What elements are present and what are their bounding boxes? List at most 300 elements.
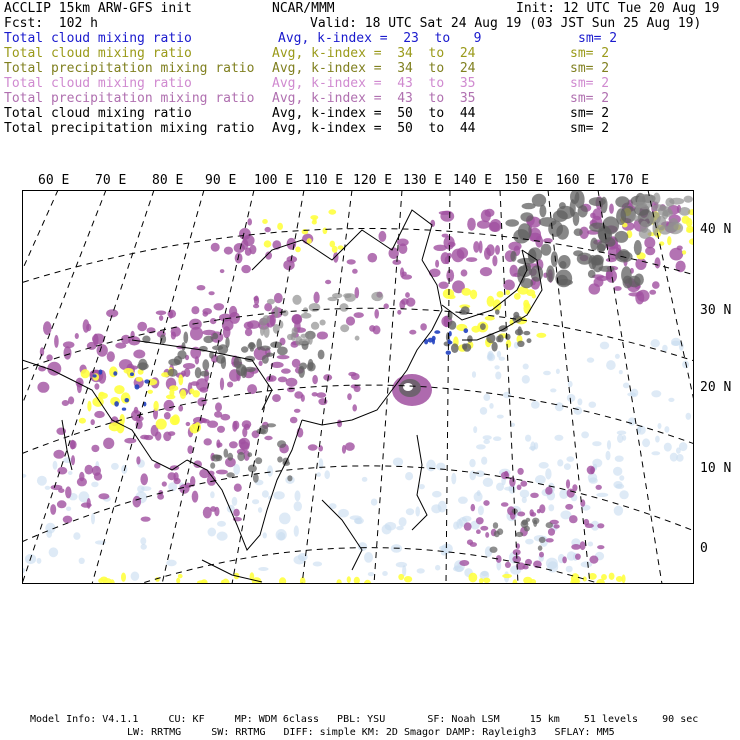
cloud-blob [597,545,604,549]
lon-label: 170 E [610,173,650,188]
lon-label: 140 E [453,173,493,188]
cloud-blob [299,363,307,370]
cloud-blob [137,485,145,492]
cloud-blob [215,402,222,411]
cloud-blob [191,306,199,314]
cloud-blob [597,244,606,253]
cloud-blob [483,578,490,583]
cloud-blob [318,350,325,360]
cloud-blob [614,506,623,516]
cloud-blob [283,260,294,270]
cloud-blob [546,265,555,282]
cloud-blob [476,470,485,477]
cloud-blob [125,398,130,402]
cloud-blob [399,517,407,527]
cloud-blob [195,367,202,378]
cloud-blob [71,455,75,465]
cloud-blob [539,205,546,218]
field-name: Total precipitation mixing ratio [4,121,255,136]
cloud-blob [569,515,578,523]
cloud-blob [506,340,511,348]
cloud-blob [301,394,305,402]
cloud-blob [621,206,636,223]
cloud-blob [166,560,177,567]
field-smoothing: sm= 2 [570,121,610,136]
cloud-blob [553,210,568,222]
cloud-blob [539,537,546,543]
field-smoothing: sm= 2 [570,91,610,106]
cloud-blob [493,436,501,441]
cloud-blob [202,419,209,423]
cloud-blob [492,342,498,352]
cloud-blob [190,327,203,341]
cloud-blob [545,487,552,495]
cloud-blob [73,532,80,540]
cloud-blob [464,328,469,333]
cloud-blob [613,481,622,488]
cloud-blob [290,417,298,424]
cloud-blob [324,470,330,479]
cloud-blob [556,369,560,374]
field-k-index: Avg, k-index = 43 to 35 [272,91,476,106]
cloud-blob [396,526,404,530]
cloud-blob [294,501,302,511]
cloud-blob [168,472,176,480]
lon-label: 160 E [556,173,596,188]
cloud-blob [204,438,212,445]
init-time: Init: 12 UTC Tue 20 Aug 19 [516,1,720,16]
cloud-blob [220,378,224,391]
cloud-blob [79,558,85,564]
cloud-blob [645,247,655,256]
cloud-blob [458,497,468,504]
cloud-blob [517,485,522,491]
cloud-blob [530,493,539,498]
cloud-blob [210,462,215,468]
cloud-blob [539,462,549,469]
cloud-blob [350,515,362,520]
cloud-blob [168,369,178,377]
cloud-blob [234,243,245,253]
cloud-blob [137,362,149,369]
cloud-blob [543,371,551,376]
field-smoothing: sm= 2 [570,76,610,91]
cloud-blob [91,482,98,488]
cloud-blob [141,544,147,550]
cloud-blob [417,568,425,573]
cloud-blob [630,389,638,398]
cloud-blob [218,344,229,354]
cloud-blob [520,481,527,487]
cloud-blob [87,498,91,509]
cloud-blob [292,314,302,325]
cloud-blob [277,440,286,448]
cloud-blob [43,321,52,335]
cloud-blob [600,342,609,350]
cloud-blob [121,573,126,582]
cloud-blob [147,390,153,394]
cloud-blob [37,558,42,564]
cloud-blob [260,326,264,336]
cloud-blob [566,456,574,462]
cloud-blob [217,426,225,433]
cloud-blob [682,250,686,254]
center-label: NCAR/MMM [272,1,335,16]
cloud-blob [217,442,223,447]
cloud-blob [532,294,536,299]
cloud-blob [469,459,475,467]
field-name: Total cloud mixing ratio [4,31,192,46]
cloud-blob [210,491,215,498]
cloud-blob [287,475,292,481]
cloud-blob [137,322,147,331]
cloud-blob [227,382,233,388]
cloud-blob [183,332,188,344]
cloud-blob [57,500,67,508]
cloud-blob [538,545,543,550]
cloud-blob [83,319,90,333]
cloud-blob [323,228,328,235]
cloud-blob [556,225,569,240]
longitude-line [302,190,352,584]
cloud-blob [577,253,593,265]
cloud-blob [66,507,71,512]
cloud-blob [168,431,175,436]
map-panel [22,190,694,584]
cloud-blob [669,198,684,205]
cloud-blob [485,209,495,217]
cloud-blob [75,333,79,339]
cloud-blob [597,523,604,528]
cloud-blob [505,219,519,227]
field-k-index: Avg, k-index = 43 to 35 [272,76,476,91]
cloud-blob [258,567,268,571]
cloud-blob [317,332,328,340]
cloud-blob [224,247,233,255]
cloud-blob [229,306,237,317]
cloud-blob [178,574,183,578]
cloud-blob [192,390,200,397]
cloud-blob [640,221,648,233]
cloud-blob [99,369,103,374]
forecast-hour: Fcst: 102 h [4,16,98,31]
cloud-blob [169,385,178,391]
cloud-blob [131,572,140,581]
cloud-blob [487,296,495,307]
cloud-blob [429,269,441,278]
cloud-blob [241,346,248,352]
cloud-blob [216,455,223,461]
model-info-line2: LW: RRTMG SW: RRTMG DIFF: simple KM: 2D Smagor DAMP: Rayleigh3 SFLAY: MM5 [127,727,615,738]
cloud-blob [628,417,636,425]
cloud-blob [93,374,97,377]
cloud-blob [156,419,167,430]
cloud-blob [587,466,595,475]
cloud-blob [573,212,580,226]
cloud-blob [354,385,361,392]
cloud-blob [98,493,109,499]
cloud-blob [114,401,119,407]
cloud-blob [677,246,683,251]
cloud-blob [345,293,356,302]
cloud-blob [313,562,322,567]
cloud-blob [277,355,290,359]
cloud-blob [483,439,490,444]
cloud-blob [347,576,351,583]
cloud-blob [480,526,488,531]
cloud-blob [300,577,306,584]
cloud-blob [496,483,504,491]
cloud-blob [462,288,472,296]
cloud-blob [46,354,52,361]
cloud-blob [190,381,199,386]
cloud-blob [258,507,262,513]
cloud-blob [295,490,301,501]
cloud-blob [499,357,505,361]
cloud-blob [178,405,183,411]
cloud-blob [523,331,530,335]
cloud-blob [368,253,378,263]
cloud-blob [393,458,403,467]
cloud-blob [241,265,251,273]
cloud-blob [277,223,283,230]
cloud-blob [214,303,225,310]
cloud-blob [473,426,477,433]
cloud-blob [596,276,608,281]
cloud-blob [164,412,171,419]
cloud-blob [252,499,259,504]
cloud-blob [406,508,414,515]
cloud-blob [157,494,164,500]
cloud-blob [224,449,229,458]
cloud-blob [530,509,534,516]
cloud-blob [520,212,533,221]
cloud-blob [279,577,286,584]
cloud-blob [164,400,175,411]
cloud-blob [103,438,114,449]
lon-label: 90 E [205,173,237,188]
cloud-blob [312,220,317,225]
cloud-blob [527,338,532,343]
cloud-blob [328,209,336,214]
cloud-blob [476,529,481,534]
cloud-blob [448,321,456,330]
cloud-blob [314,292,320,304]
cloud-blob [400,267,404,277]
cloud-blob [141,517,151,522]
cloud-blob [567,394,576,402]
cloud-blob [63,457,72,463]
cloud-blob [554,435,563,441]
cloud-blob [497,415,504,419]
cloud-blob [541,244,552,256]
cloud-blob [490,547,498,553]
cloud-blob [523,300,529,308]
cloud-blob [243,235,255,246]
cloud-blob [330,241,336,248]
cloud-blob [122,408,126,411]
lat-label: 40 N [700,222,732,237]
cloud-blob [517,468,523,475]
cloud-blob [273,491,284,499]
cloud-blob [489,403,493,409]
cloud-blob [340,324,349,332]
cloud-blob [65,486,71,498]
cloud-blob [260,346,271,351]
cloud-blob [442,234,449,238]
field-k-index: Avg, k-index = 23 to 9 [278,31,482,46]
cloud-blob [279,513,291,525]
cloud-blob [562,556,567,563]
cloud-blob [264,240,272,247]
cloud-blob [347,393,352,400]
cloud-blob [525,539,534,545]
cloud-blob [635,258,646,270]
cloud-blob [506,290,511,295]
cloud-blob [481,457,487,465]
cloud-blob [430,220,435,227]
cloud-blob [210,318,216,324]
cloud-blob [291,332,297,340]
cloud-blob [133,350,145,359]
cloud-blob [166,395,176,400]
cloud-blob [199,469,210,478]
cloud-blob [140,537,146,545]
cloud-blob [621,266,632,284]
cloud-blob [184,368,190,377]
cloud-blob [505,562,511,568]
field-smoothing: sm= 2 [570,46,610,61]
cloud-blob [469,573,478,583]
cloud-blob [379,231,387,242]
cloud-blob [483,500,489,506]
cloud-blob [669,218,679,232]
cloud-blob [609,204,614,214]
cloud-blob [452,249,465,263]
cloud-blob [619,475,624,481]
cloud-blob [476,444,486,449]
cloud-blob [617,434,623,443]
cloud-blob [449,331,452,336]
cloud-blob [634,274,644,286]
cloud-blob [53,461,58,470]
cloud-blob [179,484,189,494]
cloud-blob [307,362,316,371]
cloud-blob [346,316,355,325]
cloud-blob [374,309,379,319]
cloud-blob [580,541,586,550]
lon-label: 120 E [353,173,393,188]
cloud-blob [91,513,95,524]
cloud-blob [651,451,660,455]
cloud-blob [262,219,268,224]
cloud-blob [403,383,413,391]
cloud-blob [596,485,602,490]
cloud-blob [649,290,656,295]
cloud-blob [415,506,420,516]
cloud-blob [479,578,484,583]
cloud-blob [548,528,555,536]
cloud-blob [581,431,589,438]
cloud-blob [505,334,511,340]
cloud-blob [615,354,620,359]
cloud-blob [514,293,521,300]
lon-label: 60 E [38,173,70,188]
cloud-blob [477,220,490,229]
cloud-blob [494,531,500,538]
cloud-blob [316,472,321,477]
cloud-blob [401,298,409,305]
cloud-blob [461,269,468,276]
cloud-blob [287,387,295,392]
cloud-blob [485,532,489,538]
cloud-blob [428,338,434,343]
cloud-blob [352,404,357,411]
cloud-blob [259,361,263,366]
cloud-blob [265,227,271,232]
cloud-blob [262,490,269,497]
cloud-blob [362,477,368,482]
cloud-blob [368,572,374,576]
cloud-blob [404,576,412,582]
cloud-blob [435,260,439,268]
cloud-blob [63,341,75,348]
cloud-blob [333,252,338,263]
cloud-blob [565,504,573,510]
cloud-blob [466,257,477,262]
cloud-blob [50,504,56,515]
cloud-blob [596,493,608,497]
cloud-blob [619,490,628,499]
cloud-blob [62,400,69,406]
cloud-blob [320,320,326,326]
cloud-blob [522,375,530,384]
cloud-blob [85,465,94,475]
cloud-blob [662,345,668,352]
cloud-blob [282,310,288,317]
cloud-blob [286,378,298,387]
cloud-blob [601,574,607,580]
cloud-blob [510,251,516,262]
cloud-blob [382,571,388,576]
cloud-blob [484,247,491,259]
cloud-blob [91,419,95,425]
cloud-blob [162,481,167,486]
cloud-blob [256,428,265,434]
cloud-blob [247,218,252,225]
cloud-blob [472,371,476,378]
cloud-blob [192,491,199,503]
field-smoothing: sm= 2 [570,106,610,121]
cloud-blob [111,463,119,470]
cloud-blob [426,460,436,472]
cloud-blob [355,336,360,341]
field-name: Total precipitation mixing ratio [4,91,255,106]
cloud-blob [232,497,238,506]
cloud-blob [517,512,525,517]
cloud-blob [338,509,349,518]
cloud-blob [438,501,447,513]
cloud-blob [633,215,639,221]
cloud-blob [609,573,615,580]
longitude-line [648,190,694,584]
cloud-blob [476,517,484,524]
cloud-blob [63,516,73,524]
cloud-blob [487,351,494,361]
lat-label: 0 [700,541,708,556]
field-k-index: Avg, k-index = 50 to 44 [272,121,476,136]
cloud-blob [439,282,449,289]
